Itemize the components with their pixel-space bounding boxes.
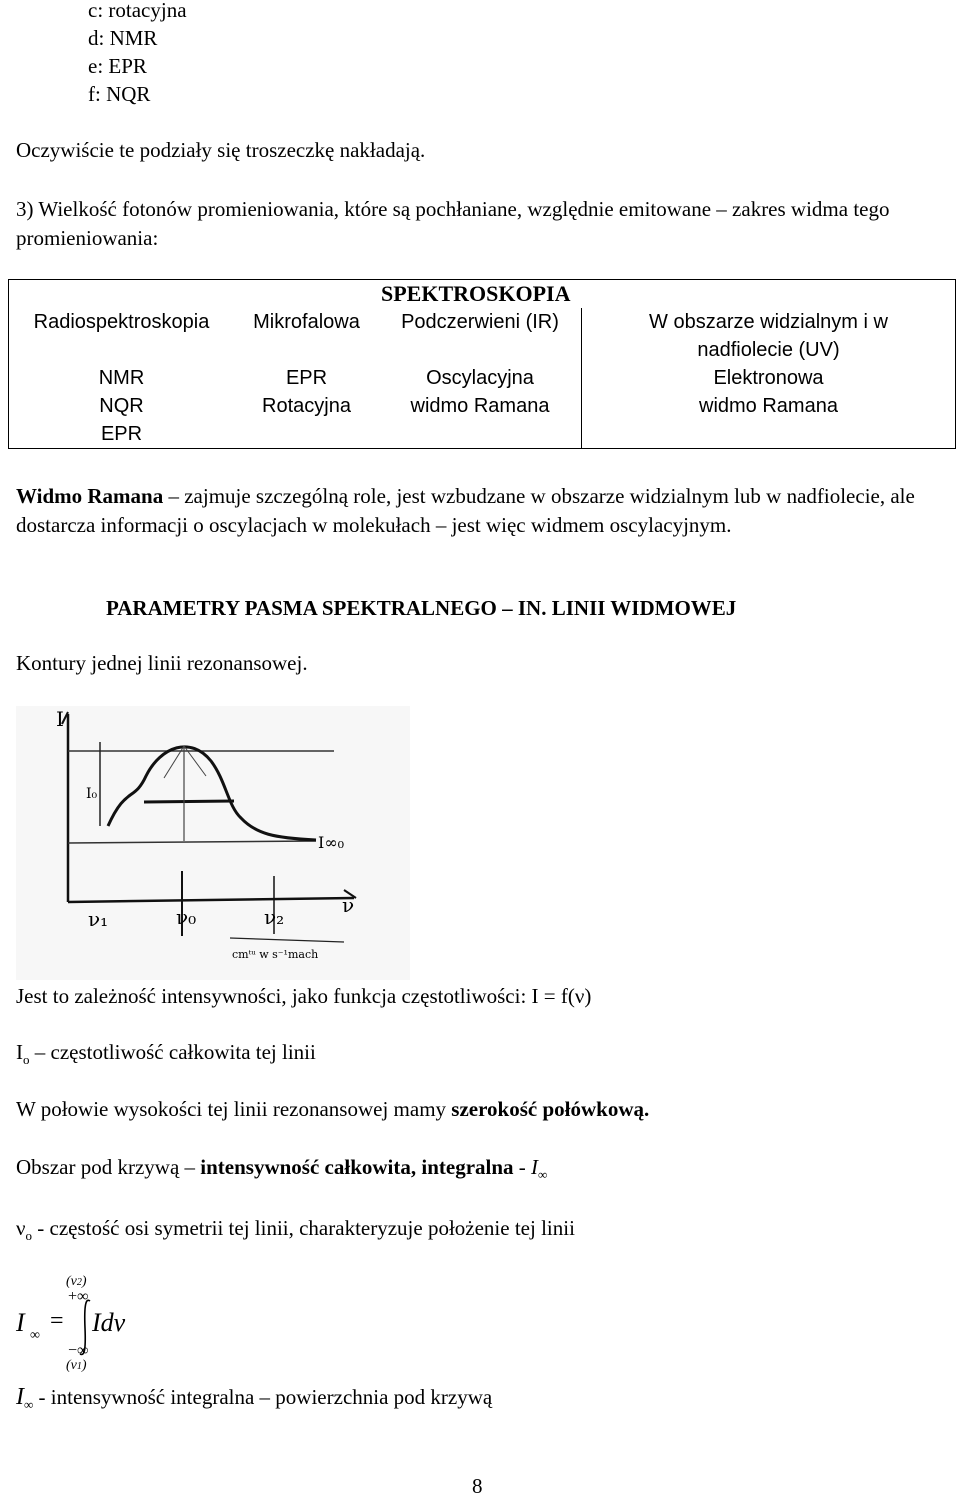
- list: [88, 0, 187, 108]
- upper-inf: +∞: [68, 1288, 89, 1305]
- cell-line: Rotacyjna: [262, 395, 351, 417]
- x-label-nu0: ν₀: [176, 905, 197, 929]
- io-line: [16, 1040, 316, 1065]
- lhs-sub: ∞: [30, 1328, 40, 1343]
- io-text: – częstotliwość całkowita tej linii: [29, 1040, 316, 1064]
- upper-nu: (ν: [66, 1274, 77, 1289]
- overlap-note: Oczywiście te podziały się troszeczkę nakładają.: [16, 138, 426, 162]
- half-bold: szerokość połówkową: [451, 1097, 644, 1121]
- io-sub: o: [23, 1052, 30, 1067]
- raman-paragraph: [16, 482, 936, 540]
- x-caption: cmᵗᵘ w s⁻¹mach: [232, 948, 319, 961]
- last-symbol: I: [16, 1384, 24, 1410]
- cell-line: Elektronowa: [713, 367, 824, 389]
- table-title: SPEKTROSKOPIA: [379, 280, 956, 309]
- area-line: [16, 1155, 547, 1180]
- level-label: I∞₀: [318, 833, 345, 852]
- header-uv: W obszarze widzialnym i w nadfiolecie (UV): [582, 308, 956, 364]
- nu-line: [16, 1216, 575, 1241]
- area-sub: ∞: [538, 1167, 548, 1182]
- lower-sub: 1: [76, 1361, 82, 1372]
- spectroscopy-table: [8, 279, 956, 449]
- x-label-nu2: ν₂: [264, 905, 285, 929]
- last-sub: ∞: [24, 1397, 34, 1412]
- half-pre: W połowie wysokości tej linii rezonansowej mamy: [16, 1097, 452, 1121]
- cell-ir: [379, 364, 582, 449]
- x-label-nu: ν: [342, 893, 355, 917]
- header-microwave: Mikrofalowa: [253, 311, 360, 333]
- lower-inf: −∞: [68, 1342, 89, 1359]
- last-line: [16, 1384, 492, 1411]
- section-heading: PARAMETRY PASMA SPEKTRALNEGO – IN. LINII WIDMOWEJ: [106, 596, 737, 620]
- half-width-line: [16, 1097, 649, 1122]
- intensity-line: Jest to zależność intensywności, jako funkcja częstotliwości: I = f(ν): [16, 984, 592, 1008]
- lhs: I: [16, 1308, 25, 1337]
- point-3: 3) Wielkość fotonów promieniowania, które są pochłaniane, względnie emitowane – zakres widma tego promieniowania:: [16, 197, 890, 250]
- cell-uv: [582, 364, 956, 449]
- cell-line: NMR: [98, 367, 145, 389]
- header-radio: Radiospektroskopia: [9, 308, 235, 364]
- list-item: f: NQR: [88, 82, 151, 106]
- list-item: e: EPR: [88, 54, 147, 78]
- last-text: - intensywność integralna – powierzchnia pod krzywą: [33, 1385, 493, 1409]
- cell-line: widmo Ramana: [410, 395, 550, 417]
- y-axis-label: I: [56, 707, 64, 731]
- raman-bold: Widmo Ramana: [16, 484, 164, 508]
- page-number: 8: [472, 1474, 483, 1498]
- cell-line: EPR: [100, 423, 143, 445]
- list-item: d: NMR: [88, 26, 158, 50]
- header-ir: Podczerwieni (IR): [379, 308, 582, 364]
- integrand: Idν: [92, 1308, 126, 1337]
- area-pre: Obszar pod krzywą –: [16, 1155, 201, 1179]
- lower-close: ): [81, 1358, 87, 1373]
- equals: =: [50, 1308, 64, 1334]
- cell-line: widmo Ramana: [699, 395, 838, 417]
- io-symbol: I: [16, 1040, 23, 1064]
- cell-microwave: [234, 364, 379, 449]
- upper-close: ): [81, 1274, 87, 1289]
- line-profile-sketch: [16, 706, 410, 980]
- nu-text: - częstość osi symetrii tej linii, charakteryzuje położenie tej linii: [32, 1216, 575, 1240]
- nu-symbol: ν: [16, 1216, 26, 1240]
- half-post: .: [643, 1097, 650, 1121]
- cell-line: EPR: [285, 367, 328, 389]
- lower-limit: [66, 1358, 87, 1374]
- kontury-caption: Kontury jednej linii rezonansowej.: [16, 651, 308, 675]
- cell-line: Oscylacyjna: [426, 367, 534, 389]
- area-post: - I: [513, 1155, 539, 1179]
- integral-formula: [16, 1270, 316, 1380]
- x-label-nu1: ν₁: [88, 907, 109, 931]
- half-height-label: I₀: [86, 786, 98, 802]
- area-bold: intensywność całkowita, integralna: [200, 1155, 514, 1179]
- sketch-svg: [16, 706, 410, 980]
- cell-line: NQR: [99, 395, 144, 417]
- nu-sub: o: [25, 1228, 32, 1243]
- raman-text: – zajmuje szczególną role, jest wzbudzane w obszarze widzialnym lub w nadfiolecie, ale dostarcza informacji o oscylacjach w molekułach – jest więc widmem oscylacyjnym.: [16, 484, 915, 537]
- cell-radio: [9, 364, 235, 449]
- upper-sub: 2: [76, 1277, 82, 1288]
- lower-nu: (ν: [66, 1358, 77, 1373]
- list-item: c: rotacyjna: [88, 0, 187, 22]
